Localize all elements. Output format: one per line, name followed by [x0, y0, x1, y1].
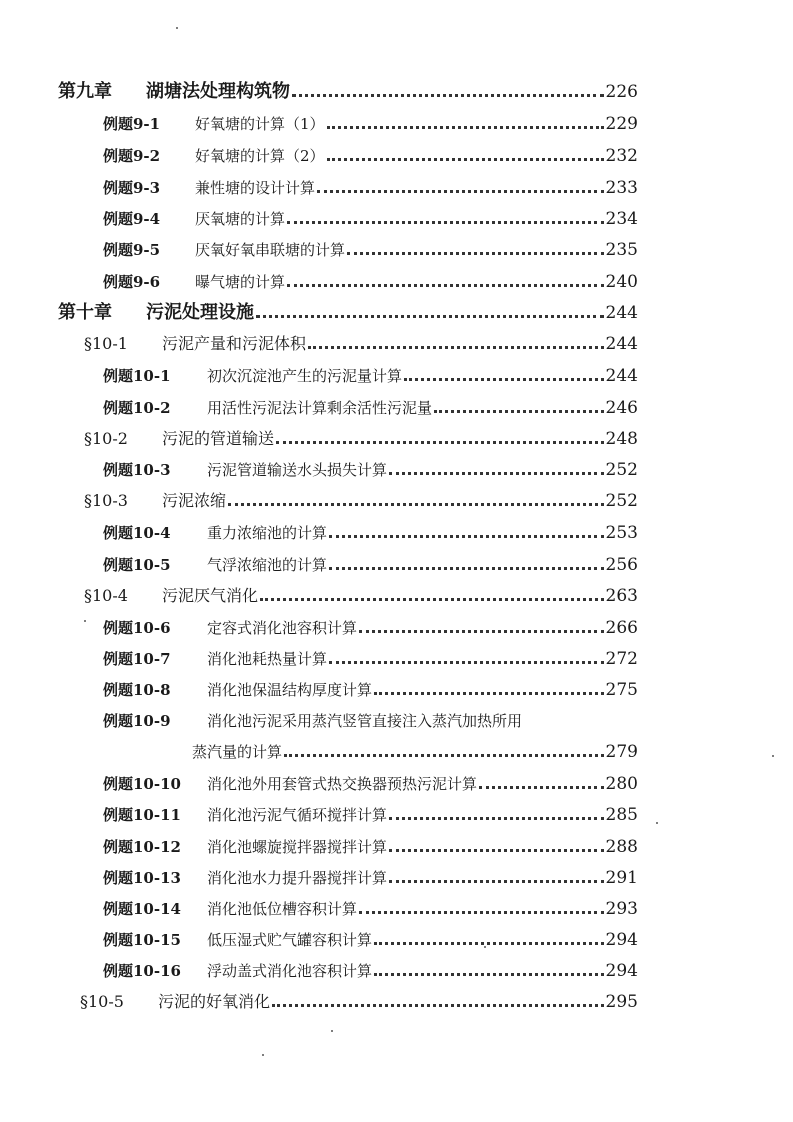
entry-page: 291	[605, 868, 638, 888]
toc-chapter-9	[58, 74, 638, 102]
scan-speck	[84, 620, 86, 622]
scan-speck	[484, 946, 486, 948]
entry-page: 263	[605, 586, 638, 606]
entry-title: 消化池低位槽容积计算	[207, 900, 358, 918]
entry-number: §10-2	[84, 429, 128, 448]
leader-dots	[272, 1004, 604, 1007]
entry-title: 气浮浓缩池的计算	[207, 556, 328, 574]
leader-dots	[287, 221, 604, 224]
toc-section-10-1	[84, 326, 638, 354]
entry-title: 湖塘法处理构筑物	[146, 81, 290, 102]
leader-dots	[404, 378, 604, 381]
entry-page: 244	[605, 366, 638, 386]
leader-dots	[359, 911, 604, 914]
entry-title: 污泥处理设施	[146, 302, 254, 323]
leader-dots	[327, 126, 604, 129]
entry-page: 275	[605, 680, 638, 700]
entry-title: 厌氧好氧串联塘的计算	[195, 241, 346, 259]
entry-number: 例题9-4	[103, 210, 161, 228]
entry-number: 第十章	[58, 302, 112, 323]
entry-number: 例题10-9	[103, 712, 171, 730]
leader-dots	[479, 786, 604, 789]
toc-example-10-14	[103, 891, 638, 919]
entry-number: 例题10-14	[103, 900, 181, 918]
entry-page: 256	[605, 555, 638, 575]
entry-page: 248	[605, 429, 638, 449]
entry-number: §10-4	[84, 586, 128, 605]
entry-number: 例题9-3	[103, 179, 161, 197]
entry-title: 污泥浓缩	[162, 491, 227, 510]
toc-example-10-7	[103, 641, 638, 669]
toc-example-9-3	[103, 170, 638, 198]
entry-number: 例题10-10	[103, 775, 181, 793]
leader-dots	[256, 315, 604, 318]
leader-dots	[308, 346, 604, 349]
leader-dots	[292, 94, 604, 97]
leader-dots	[329, 567, 604, 570]
entry-title: 兼性塘的设计计算	[195, 179, 316, 197]
entry-number: 例题9-2	[103, 147, 161, 165]
entry-page: 279	[605, 742, 638, 762]
entry-number: 例题10-15	[103, 931, 181, 949]
leader-dots	[389, 880, 604, 883]
entry-title: 厌氧塘的计算	[195, 210, 286, 228]
toc-example-10-6	[103, 610, 638, 638]
entry-title: 污泥管道输送水头损失计算	[207, 461, 388, 479]
entry-page: 233	[605, 178, 638, 198]
entry-number: 例题10-7	[103, 650, 171, 668]
toc-example-10-9	[103, 703, 638, 731]
entry-number: 例题10-3	[103, 461, 171, 479]
leader-dots	[228, 503, 604, 506]
toc-example-10-15	[103, 922, 638, 950]
toc-example-9-2	[103, 138, 638, 166]
entry-title: 低压湿式贮气罐容积计算	[207, 931, 373, 949]
toc-example-9-5	[103, 232, 638, 260]
scan-speck	[262, 1054, 264, 1056]
toc-example-10-3	[103, 452, 638, 480]
entry-number: 例题10-6	[103, 619, 171, 637]
leader-dots	[434, 410, 604, 413]
toc-example-10-5	[103, 547, 638, 575]
toc-example-10-16	[103, 953, 638, 981]
entry-page: 235	[605, 240, 638, 260]
entry-page: 288	[605, 837, 638, 857]
leader-dots	[389, 817, 604, 820]
entry-page: 253	[605, 523, 638, 543]
entry-page: 232	[605, 146, 638, 166]
entry-number: 例题9-6	[103, 273, 161, 291]
toc-example-10-10	[103, 766, 638, 794]
entry-page: 293	[605, 899, 638, 919]
leader-dots	[389, 472, 604, 475]
toc-example-10-8	[103, 672, 638, 700]
toc-example-10-4	[103, 515, 638, 543]
leader-dots	[260, 598, 604, 601]
entry-number: 例题10-12	[103, 838, 181, 856]
toc-section-10-5	[80, 984, 638, 1012]
entry-title: 消化池污泥采用蒸汽竖管直接注入蒸汽加热所用	[207, 712, 523, 730]
entry-page: 229	[605, 114, 638, 134]
entry-page: 295	[605, 992, 638, 1012]
entry-number: 例题10-16	[103, 962, 181, 980]
entry-title: 用活性污泥法计算剩余活性污泥量	[207, 399, 433, 417]
toc-example-10-11	[103, 797, 638, 825]
entry-title: 消化池耗热量计算	[207, 650, 328, 668]
entry-page: 240	[605, 272, 638, 292]
entry-page: 226	[605, 82, 638, 102]
entry-number: 例题10-8	[103, 681, 171, 699]
toc-example-9-4	[103, 201, 638, 229]
entry-number: 例题9-1	[103, 115, 161, 133]
leader-dots	[347, 252, 604, 255]
toc-section-10-2	[84, 421, 638, 449]
leader-dots	[374, 942, 604, 945]
leader-dots	[284, 754, 604, 757]
toc-section-10-4	[84, 578, 638, 606]
toc-example-10-13	[103, 860, 638, 888]
leader-dots	[329, 661, 604, 664]
entry-title: 消化池螺旋搅拌器搅拌计算	[207, 838, 388, 856]
scan-speck	[656, 822, 658, 824]
scan-speck	[176, 27, 178, 29]
entry-title: 重力浓缩池的计算	[207, 524, 328, 542]
leader-dots	[329, 535, 604, 538]
entry-page: 234	[605, 209, 638, 229]
entry-page: 294	[605, 961, 638, 981]
entry-page: 252	[605, 491, 638, 511]
entry-title: 消化池外用套管式热交换器预热污泥计算	[207, 775, 478, 793]
entry-number: 第九章	[58, 81, 112, 102]
leader-dots	[359, 630, 604, 633]
toc-chapter-10	[58, 295, 638, 323]
entry-number: 例题10-5	[103, 556, 171, 574]
leader-dots	[276, 441, 604, 444]
entry-title: 好氧塘的计算（1）	[195, 115, 325, 133]
entry-page: 280	[605, 774, 638, 794]
entry-title: 污泥的管道输送	[162, 429, 275, 448]
entry-page: 244	[605, 334, 638, 354]
entry-number: 例题10-11	[103, 806, 181, 824]
entry-number: §10-5	[80, 992, 124, 1011]
entry-title: 消化池污泥气循环搅拌计算	[207, 806, 388, 824]
entry-title: 蒸汽量的计算	[192, 743, 283, 761]
entry-number: 例题10-4	[103, 524, 171, 542]
entry-page: 285	[605, 805, 638, 825]
entry-page: 246	[605, 398, 638, 418]
entry-number: 例题9-5	[103, 241, 161, 259]
toc-example-10-12	[103, 829, 638, 857]
entry-number: §10-3	[84, 491, 128, 510]
toc-example-9-6	[103, 264, 638, 292]
entry-title: 污泥产量和污泥体积	[162, 334, 307, 353]
entry-page: 294	[605, 930, 638, 950]
entry-title: 消化池水力提升器搅拌计算	[207, 869, 388, 887]
leader-dots	[317, 190, 604, 193]
toc-example-10-2	[103, 390, 638, 418]
toc-example-10-9-continuation	[192, 734, 638, 762]
entry-title: 消化池保温结构厚度计算	[207, 681, 373, 699]
scan-speck	[331, 1030, 333, 1032]
leader-dots	[287, 284, 604, 287]
entry-title: 污泥厌气消化	[162, 586, 259, 605]
entry-page: 266	[605, 618, 638, 638]
leader-dots	[374, 692, 604, 695]
entry-number: 例题10-13	[103, 869, 181, 887]
entry-title: 定容式消化池容积计算	[207, 619, 358, 637]
entry-title: 污泥的好氧消化	[158, 992, 271, 1011]
toc-section-10-3	[84, 483, 638, 511]
leader-dots	[389, 849, 604, 852]
scan-speck	[772, 755, 774, 757]
entry-page: 272	[605, 649, 638, 669]
entry-page: 252	[605, 460, 638, 480]
entry-number: §10-1	[84, 334, 128, 353]
toc-example-10-1	[103, 358, 638, 386]
entry-number: 例题10-1	[103, 367, 171, 385]
leader-dots	[374, 973, 604, 976]
entry-page: 244	[605, 303, 638, 323]
entry-title: 曝气塘的计算	[195, 273, 286, 291]
entry-number: 例题10-2	[103, 399, 171, 417]
entry-title: 好氧塘的计算（2）	[195, 147, 325, 165]
entry-title: 初次沉淀池产生的污泥量计算	[207, 367, 403, 385]
entry-title: 浮动盖式消化池容积计算	[207, 962, 373, 980]
toc-example-9-1	[103, 106, 638, 134]
leader-dots	[327, 158, 604, 161]
